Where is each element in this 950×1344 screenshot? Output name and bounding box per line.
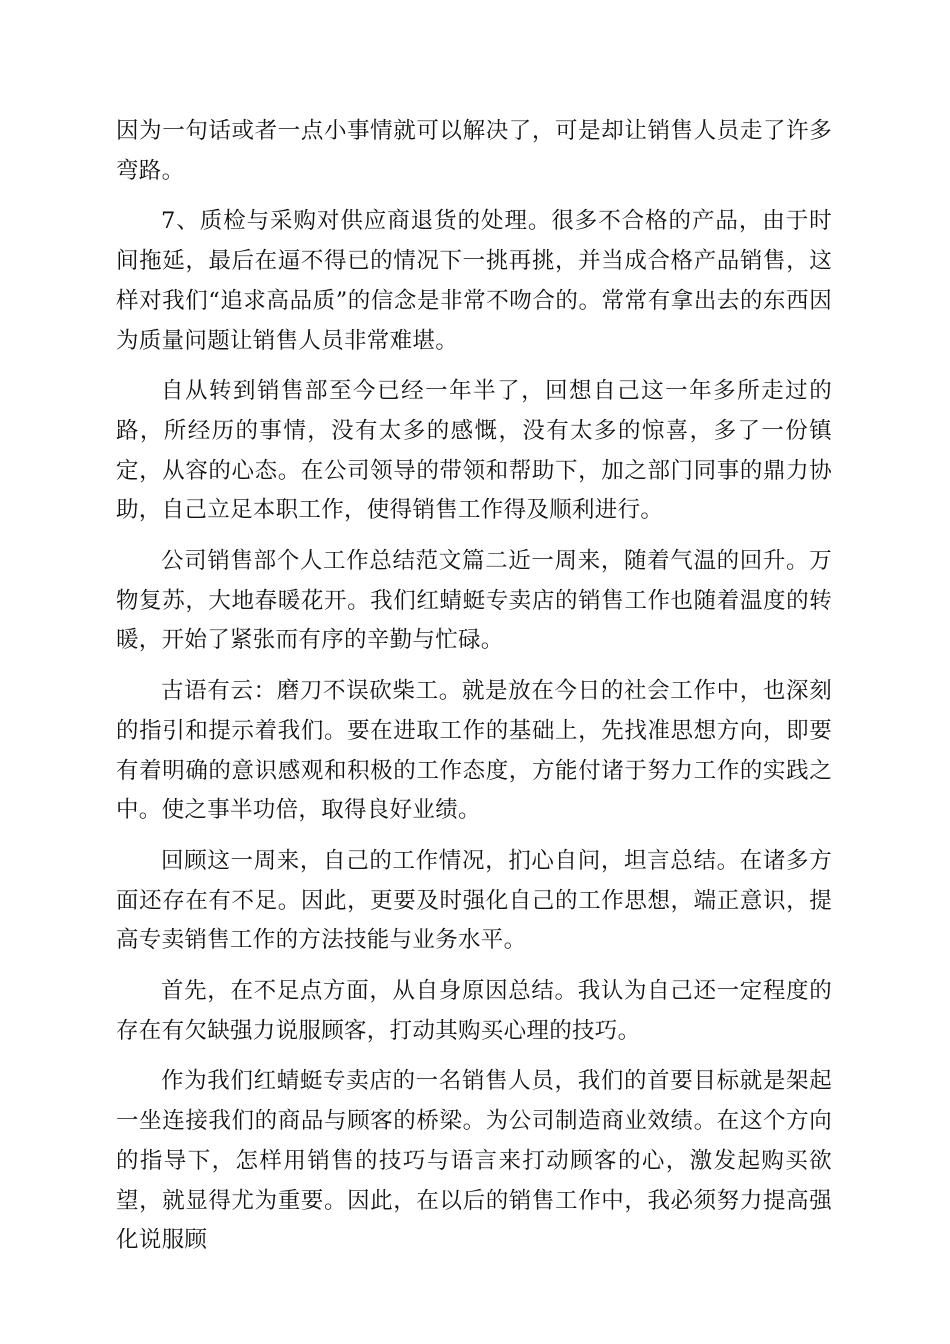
paragraph-continuation: 因为一句话或者一点小事情就可以解决了，可是却让销售人员走了许多弯路。	[116, 118, 832, 184]
paragraph-review: 回顾这一周来，自己的工作情况，扪心自问，坦言总结。在诸多方面还存在有不足。因此，更要及时强化自己的工作思想，端正意识，提高专卖销售工作的方法技能与业务水平。	[116, 847, 832, 954]
paragraph-item-7: 7、质检与采购对供应商退货的处理。很多不合格的产品，由于时间拖延，最后在逼不得已的情况下一挑再挑，并当成合格产品销售，这样对我们“追求高品质”的信念是非常不吻合的。常常有拿出去的东西因为质量问题让销售人员非常难堪。	[116, 208, 832, 354]
paragraph-summary-part-two: 公司销售部个人工作总结范文篇二近一周来，随着气温的回升。万物复苏，大地春暖花开。我们红蜻蜓专卖店的销售工作也随着温度的转暖，开始了紧张而有序的辛勤与忙碌。	[116, 548, 832, 654]
paragraph-sales-goal: 作为我们红蜻蜓专卖店的一名销售人员，我们的首要目标就是架起一坐连接我们的商品与顾客的桥梁。为公司制造商业效绩。在这个方向的指导下，怎样用销售的技巧与语言来打动顾客的心，激发起购买欲望，就显得尤为重要。因此，在以后的销售工作中，我必须努力提高强化说服顾	[116, 1068, 832, 1254]
paragraph-sales-department: 自从转到销售部至今已经一年半了，回想自己这一年多所走过的路，所经历的事情，没有太多的感慨，没有太多的惊喜，多了一份镇定，从容的心态。在公司领导的带领和帮助下，加之部门同事的鼎力协助，自己立足本职工作，使得销售工作得及顺利进行。	[116, 378, 832, 524]
paragraph-proverb: 古语有云：磨刀不误砍柴工。就是放在今日的社会工作中，也深刻的指引和提示着我们。要在进取工作的基础上，先找准思想方向，即要有着明确的意识感观和积极的工作态度，方能付诸于努力工作的实践之中。使之事半功倍，取得良好业绩。	[116, 678, 832, 824]
document-page	[116, 112, 832, 1272]
paragraph-shortcomings: 首先，在不足点方面，从自身原因总结。我认为自己还一定程度的存在有欠缺强力说服顾客，打动其购买心理的技巧。	[116, 978, 832, 1044]
